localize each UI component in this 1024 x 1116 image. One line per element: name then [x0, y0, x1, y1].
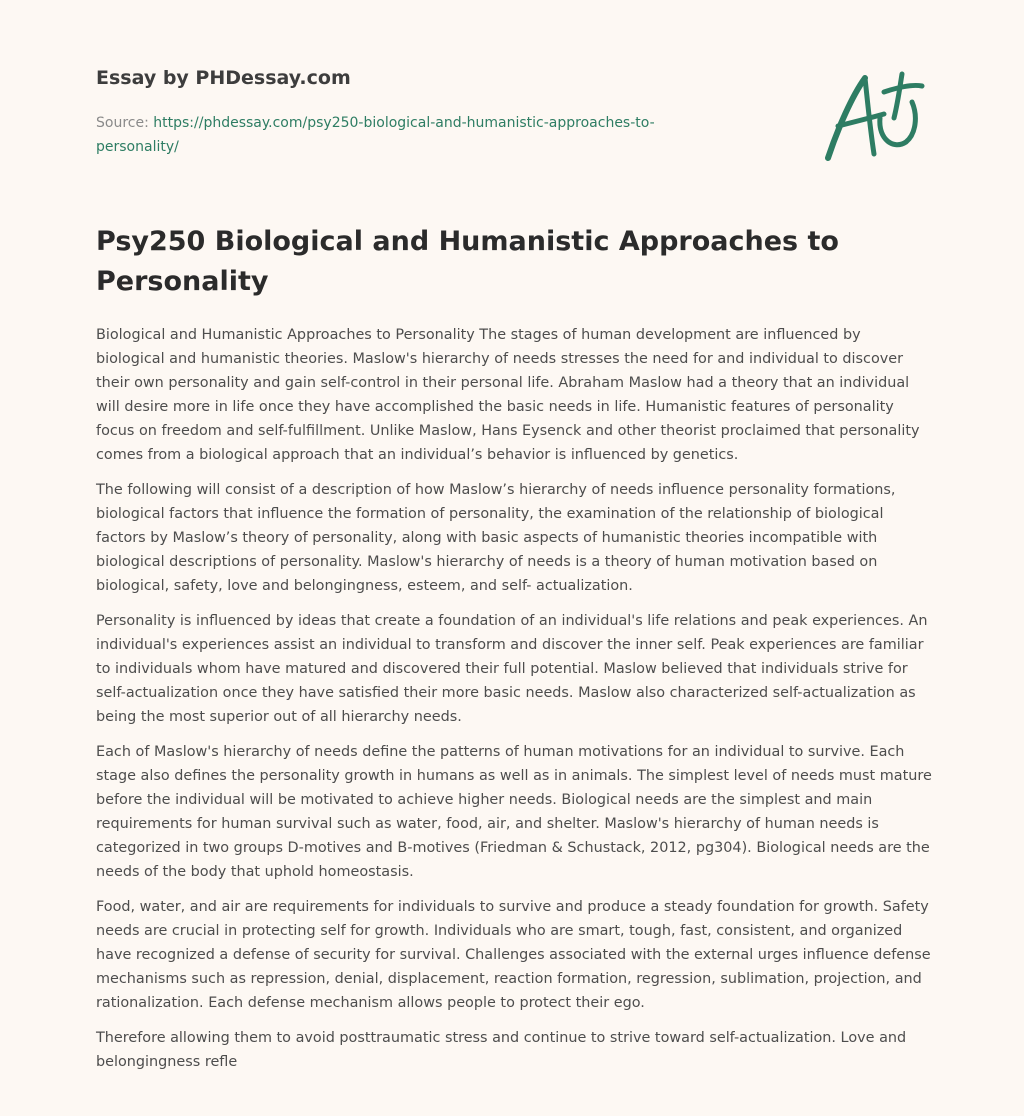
source-label: Source:: [96, 115, 154, 131]
source-link-line1: https://phdessay.com/psy250-biological-and-humanistic-approaches-to-: [153, 115, 655, 131]
source-link[interactable]: [96, 115, 655, 155]
paragraph: Therefore allowing them to avoid posttraumatic stress and continue to strive toward self-actualization. Love and belongingness refle: [96, 1030, 907, 1070]
paragraph: Each of Maslow's hierarchy of needs define the patterns of human motivations for an individual to survive. Each stage also defines the personality growth in humans as well as in animals. The simplest level of needs must mature before the individual will be motivated to achieve higher needs. Biological needs are the simplest and main requirements for human survival such as water, food, air, and shelter. Maslow's hierarchy of human needs is categorized in two groups D-motives and B-motives (Friedman & Schustack, 2012, pg304). Biological needs are the needs of the body that uphold homeostasis.: [96, 744, 932, 880]
paragraph: Biological and Humanistic Approaches to Personality The stages of human development are influenced by biological and humanistic theories. Maslow's hierarchy of needs stresses the need for and individual to discover their own personality and gain self-control in their personal life. Abraham Maslow had a theory that an individual will desire more in life once they have accomplished the basic needs in life. Humanistic features of personality focus on freedom and self-fulfillment. Unlike Maslow, Hans Eysenck and other theorist proclaimed that personality comes from a biological approach that an individual’s behavior is influenced by genetics.: [96, 327, 920, 463]
source-link-line2: personality/: [96, 139, 179, 155]
essay-title: Psy250 Biological and Humanistic Approaches to Personality: [96, 226, 839, 297]
paragraph: Personality is influenced by ideas that create a foundation of an individual's life relations and peak experiences. An individual's experiences assist an individual to transform and discover the inner self. Peak experiences are familiar to individuals whom have matured and discovered their full potential. Maslow believed that individuals strive for self-actualization once they have satisfied their more basic needs. Maslow also characterized self-actualization as being the most superior out of all hierarchy needs.: [96, 613, 928, 725]
paragraph: Food, water, and air are requirements for individuals to survive and produce a steady foundation for growth. Safety needs are crucial in protecting self for growth. Individuals who are smart, tough, fast, consistent, and organized have recognized a defense of security for survival. Challenges associated with the external urges influence defense mechanisms such as repression, denial, displacement, reaction formation, regression, sublimation, projection, and rationalization. Each defense mechanism allows people to protect their ego.: [96, 899, 931, 1011]
paragraph: The following will consist of a description of how Maslow’s hierarchy of needs influence personality formations, biological factors that influence the formation of personality, the examination of the relationship of biological factors by Maslow’s theory of personality, along with basic aspects of humanistic theories incompatible with biological descriptions of personality. Maslow's hierarchy of needs is a theory of human motivation based on biological, safety, love and belongingness, esteem, and self- actualization.: [96, 482, 896, 594]
site-brand: Essay by PHDessay.com: [96, 67, 351, 89]
a-plus-logo-icon: [818, 66, 930, 166]
page-header: [96, 64, 736, 159]
source-line: [96, 111, 736, 159]
essay-body: [96, 323, 932, 1085]
